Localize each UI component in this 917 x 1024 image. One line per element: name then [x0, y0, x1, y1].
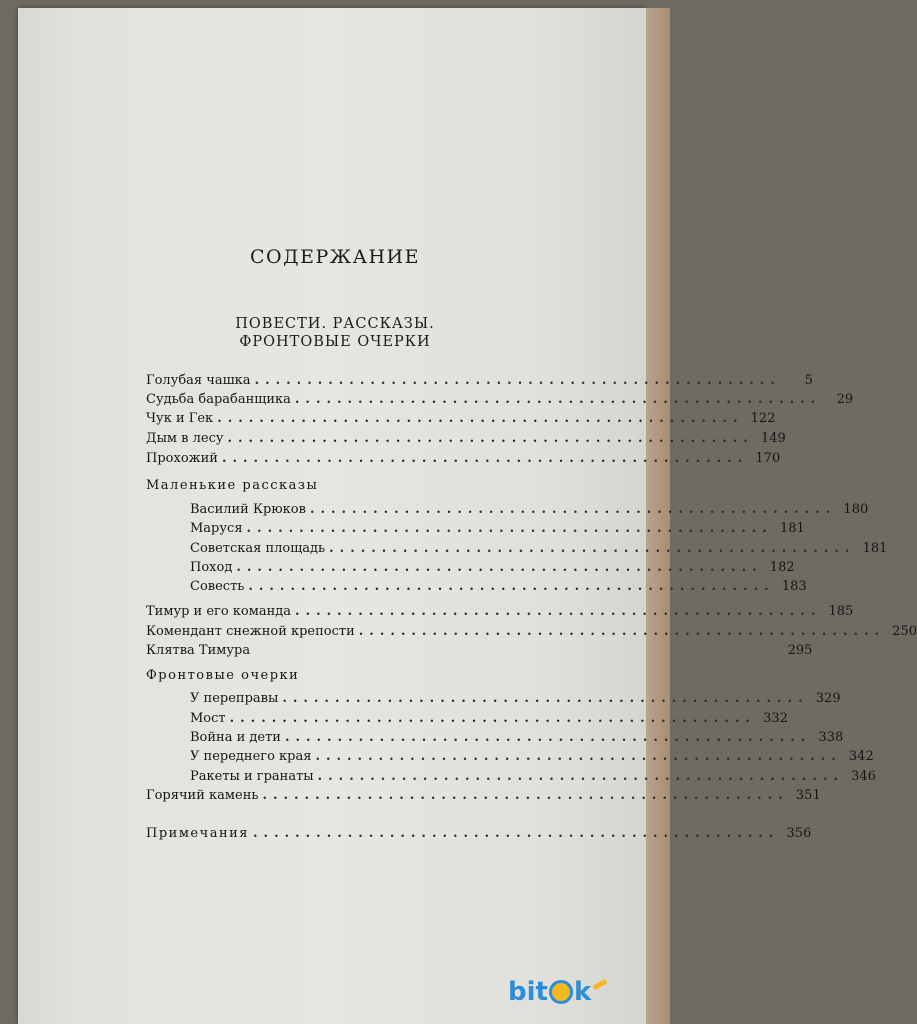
- toc-entry-page: 342: [848, 749, 874, 764]
- dot-leader: ..................................................: [262, 788, 789, 803]
- toc-entry-label: Маруся: [190, 521, 243, 536]
- toc-entry-label: Клятва Тимура: [146, 643, 251, 658]
- toc-entry: [190, 540, 888, 558]
- toc-entry-label: Горячий камень: [146, 788, 259, 803]
- section-title-line2: ФРОНТОВЫЕ ОЧЕРКИ: [239, 334, 431, 350]
- toc-entry-page: 250: [892, 624, 917, 639]
- dot-leader: ..................................................: [246, 521, 773, 536]
- dot-leader: ..................................................: [358, 624, 886, 639]
- toc-entry-page: 338: [818, 730, 844, 745]
- group-label-small-stories: Маленькие рассказы: [146, 478, 319, 493]
- toc-entry-page: 170: [755, 451, 781, 466]
- dot-leader: ..................................................: [229, 711, 756, 726]
- toc-entry-page: 122: [750, 411, 776, 426]
- spark-icon: [593, 978, 608, 989]
- group-label-front-essays: Фронтовые очерки: [146, 668, 300, 683]
- dot-leader: ..................................................: [309, 502, 837, 517]
- toc-entry-label: Чук и Гек: [146, 411, 214, 426]
- dot-leader: ..................................................: [248, 579, 775, 594]
- toc-entry-label: Мост: [190, 711, 226, 726]
- dot-leader: ..................................................: [295, 604, 822, 619]
- toc-entry: [146, 372, 813, 390]
- toc-entry: [190, 559, 795, 577]
- toc-entry-page: 351: [795, 788, 821, 803]
- dot-leader: ..................................................: [253, 826, 780, 841]
- toc-entry: [146, 623, 917, 641]
- toc-entry-page: 5: [804, 373, 813, 388]
- toc-entry: [190, 501, 869, 519]
- coin-icon: [549, 980, 573, 1004]
- toc-entry-label: Примечания: [146, 826, 250, 841]
- toc-entry: [190, 710, 788, 728]
- dot-leader: ..................................................: [254, 373, 781, 388]
- toc-entry: [190, 690, 841, 708]
- toc-entry-page: 332: [763, 711, 788, 726]
- toc-entry-label: Голубая чашка: [146, 373, 251, 388]
- toc-entry: [146, 430, 786, 448]
- dot-leader: ..................................................: [217, 411, 744, 426]
- toc-entry: [146, 787, 821, 805]
- toc-entry: [190, 578, 807, 596]
- toc-entry: [146, 410, 776, 428]
- toc-entry-label: У переднего края: [190, 749, 312, 764]
- toc-entry-label: Тимур и его команда: [146, 604, 292, 619]
- toc-entry-label: Поход: [190, 560, 233, 575]
- toc-entry-page: 356: [786, 826, 812, 841]
- dot-leader: ..................................................: [317, 769, 844, 784]
- toc-entry-page: 346: [851, 769, 876, 784]
- toc-entry-page: 181: [862, 541, 888, 556]
- dot-leader: ..................................................: [221, 451, 749, 466]
- toc-entry-label: Совесть: [190, 579, 245, 594]
- toc-entry: [190, 729, 844, 747]
- toc-entry: [146, 391, 854, 409]
- toc-entry: [190, 768, 876, 786]
- dot-leader: ..................................................: [282, 691, 809, 706]
- toc-entry: [146, 450, 781, 468]
- toc-entry-label: Дым в лесу: [146, 431, 224, 446]
- toc-entry-page: 180: [843, 502, 869, 517]
- watermark-logo: [508, 972, 633, 1012]
- toc-entry-page: 183: [781, 579, 807, 594]
- dot-leader: ..................................................: [284, 730, 812, 745]
- toc-entry-label: Прохожий: [146, 451, 218, 466]
- toc-entry-label: Комендант снежной крепости: [146, 624, 355, 639]
- page-title: СОДЕРЖАНИЕ: [250, 246, 420, 268]
- watermark-text-start: bit: [508, 977, 548, 1007]
- toc-entry-label: Война и дети: [190, 730, 281, 745]
- dot-leader: ..................................................: [227, 431, 754, 446]
- dot-leader: ..................................................: [329, 541, 856, 556]
- toc-entry-label: Ракеты и гранаты: [190, 769, 314, 784]
- toc-entry-page: 149: [760, 431, 786, 446]
- section-title-line1: ПОВЕСТИ. РАССКАЗЫ.: [235, 316, 435, 332]
- toc-entry-label: Василий Крюков: [190, 502, 306, 517]
- dot-leader: ..................................................: [294, 392, 822, 407]
- toc-entry-page: 182: [769, 560, 795, 575]
- toc-entry-label: Советская площадь: [190, 541, 326, 556]
- toc-entry-label: Судьба барабанщика: [146, 392, 291, 407]
- toc-entry-page: 185: [828, 604, 854, 619]
- toc-entry-page: 329: [815, 691, 841, 706]
- toc-entry-page: 181: [779, 521, 805, 536]
- toc-entry-page: 295: [787, 643, 813, 658]
- toc-entry: [190, 748, 874, 766]
- dot-leader: ..................................................: [236, 560, 763, 575]
- toc-entry-label: У переправы: [190, 691, 279, 706]
- watermark-text-end: k: [573, 977, 592, 1007]
- toc-entry: [146, 642, 813, 660]
- dot-leader: ..................................................: [315, 749, 842, 764]
- toc-entry: [190, 520, 805, 538]
- toc-entry: [146, 603, 854, 621]
- toc-entry-page: 29: [836, 392, 854, 407]
- toc-entry-notes: [146, 825, 812, 843]
